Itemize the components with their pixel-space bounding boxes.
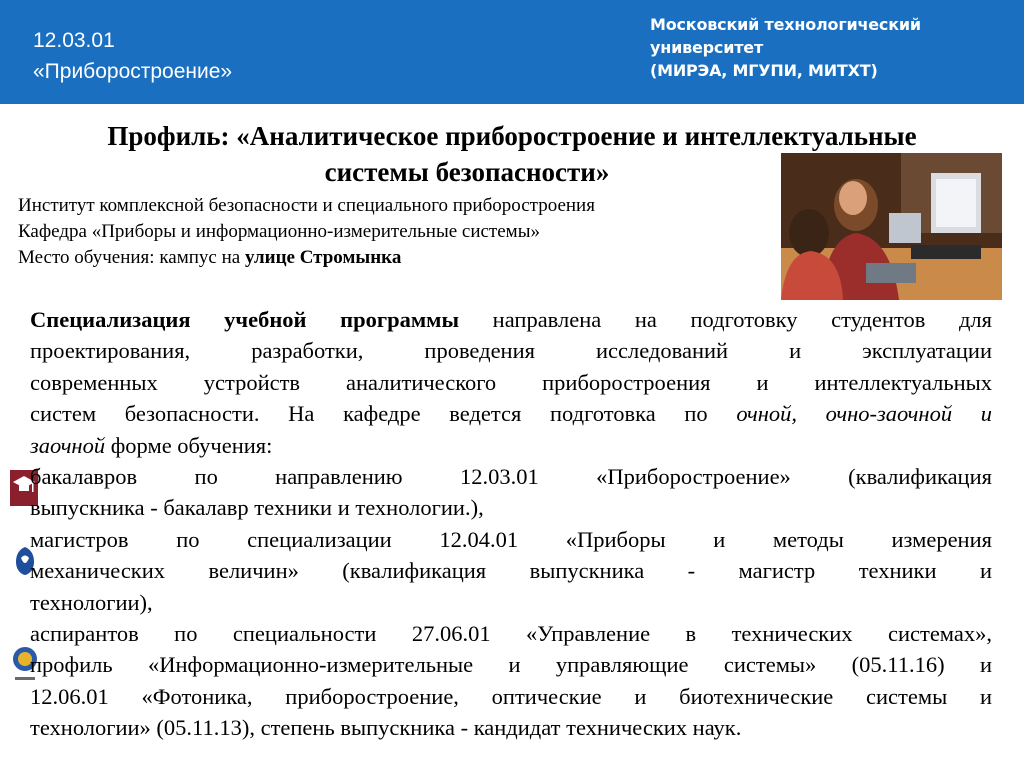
study-forms-lead: систем безопасности. На кафедре ведется подготовка по bbox=[30, 401, 737, 427]
institute-line: Институт комплексной безопасности и специального приборостроения bbox=[18, 195, 595, 216]
master-line: технологии), bbox=[30, 589, 153, 615]
program-code: 12.03.01 bbox=[33, 29, 115, 52]
program-description bbox=[30, 304, 992, 744]
students-lab-photo-illustration bbox=[781, 153, 1002, 300]
intro-text: направлена на подготовку студентов для bbox=[459, 307, 992, 332]
description-line: проектирования, разработки, проведения исследований и эксплуатации bbox=[30, 338, 992, 364]
university-name-line2: (МИРЭА, МГУПИ, МИТХТ) bbox=[650, 61, 878, 80]
university-name-line1: Московский технологический университет bbox=[650, 15, 921, 57]
postgraduate-line: профиль «Информационно-измерительные и управляющие системы» (05.11.16) и bbox=[30, 652, 992, 678]
postgraduate-line: 12.06.01 «Фотоника, приборостроение, оптические и биотехнические системы и bbox=[30, 683, 992, 709]
description-line bbox=[30, 304, 992, 335]
title-line1: Профиль: «Аналитическое приборостроение и интеллектуальные bbox=[107, 121, 917, 151]
study-forms-end: форме обучения: bbox=[105, 432, 273, 458]
description-line: современных устройств аналитического приборостроения и интеллектуальных bbox=[30, 369, 992, 395]
university-name bbox=[650, 13, 1024, 82]
postgraduate-line: технологии» (05.11.13), степень выпускника - кандидат технических наук. bbox=[30, 715, 742, 741]
header-banner bbox=[0, 0, 1024, 104]
master-line: механических величин» (квалификация выпускника - магистр техники и bbox=[30, 558, 992, 584]
title-line2: системы безопасности» bbox=[324, 157, 610, 187]
description-line bbox=[30, 430, 992, 461]
location-label: Место обучения: кампус на bbox=[18, 247, 245, 268]
specialization-heading: Специализация учебной программы bbox=[30, 307, 460, 332]
study-form-extramural: заочной bbox=[30, 432, 106, 458]
bachelor-line: выпускника - бакалавр техники и технологии.), bbox=[30, 495, 484, 521]
students-lab-photo bbox=[781, 153, 1002, 300]
bachelor-line: бакалавров по направлению 12.03.01 «Приборостроение» (квалификация bbox=[30, 464, 992, 490]
program-name: «Приборостроение» bbox=[33, 60, 233, 83]
study-forms-italic: очной, очно-заочной и bbox=[736, 401, 992, 427]
postgraduate-line: аспирантов по специальности 27.06.01 «Управление в технических системах», bbox=[30, 621, 992, 647]
location-value: улице Стромынка bbox=[244, 247, 402, 268]
location-line bbox=[18, 245, 595, 271]
program-info bbox=[18, 193, 595, 271]
master-line: магистров по специализации 12.04.01 «Приборы и методы измерения bbox=[30, 526, 992, 552]
department-line: Кафедра «Приборы и информационно-измерительные системы» bbox=[18, 221, 540, 242]
description-line bbox=[30, 398, 992, 429]
program-id bbox=[33, 25, 232, 87]
